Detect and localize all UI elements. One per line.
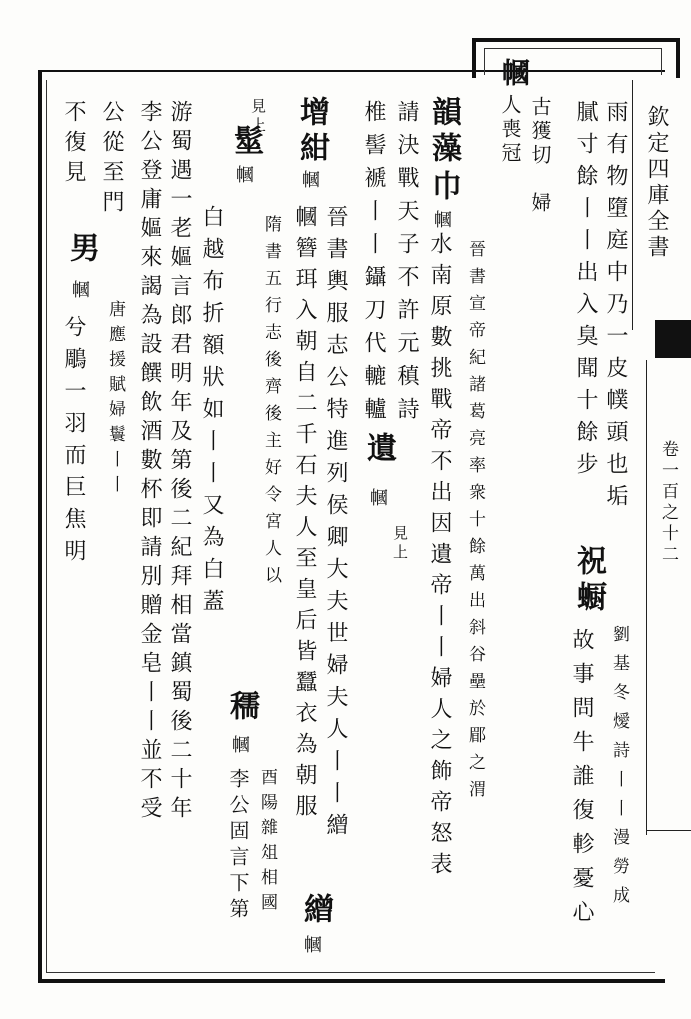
margin-tick [646, 830, 691, 831]
header-word: 幗 [498, 58, 531, 92]
entry-heading-zhuyi: 祝蟵 [571, 545, 606, 617]
entry-tag-guo-6: 幗 [229, 735, 250, 757]
section-heading-yunzao: 韻藻 [426, 96, 461, 168]
text-column-16: 不復見 [61, 100, 86, 190]
text-column-1: 雨有物墮庭中乃一皮幞頭也垢 [603, 100, 628, 516]
header-gloss-2: 婦 [528, 192, 552, 216]
entry-heading-nan: 男 [64, 232, 99, 268]
entry-heading-ru: 穤 [224, 690, 259, 726]
fish-tail-mark [655, 320, 691, 358]
entry-note-1: 劉基冬燰詩丨丨漫勞成 [609, 625, 629, 915]
text-column-6: 水南原數挑戰帝不出因遺帝丨丨婦人之飾帝怒表 [427, 232, 452, 883]
text-column-15: 公從至門 [99, 100, 124, 220]
volume-label: 卷一百之十二 [658, 440, 678, 566]
header-definition: 人喪冠 [498, 94, 522, 166]
text-column-8: 椎髻褫丨丨鑷刀代轆轤 [361, 100, 386, 430]
entry-tag-guo-2: 幗 [367, 488, 388, 510]
entry-heading-zenggan: 增紺 [294, 96, 329, 168]
entry-tag-guo-1: 幗 [431, 210, 452, 232]
text-column-11: 隋書五行志後齊後主好令宮人以 [261, 215, 281, 593]
text-column-7: 請決戰天子不許元稹詩 [394, 100, 419, 430]
text-column-10: 幗簪珥入朝自二千石夫人至皇后皆蠶衣為朝服 [292, 205, 317, 825]
entry-tag-guo-3: 幗 [299, 170, 320, 192]
text-column-13: 游蜀遇一老嫗言郎君明年及第後二紀拜相當鎮蜀後二十年 [167, 100, 192, 825]
text-column-14: 李公登庸嫗來謁為設饌飲酒數杯即請別贈金皂丨丨並不受 [137, 100, 162, 825]
see-above-1: 見上 [391, 525, 409, 563]
text-column-2: 膩寸餘丨丨出入臭聞十餘步 [573, 100, 598, 484]
entry-tag-guo-7: 幗 [69, 280, 90, 302]
margin-line [646, 360, 647, 835]
header-gloss: 古獲切 [528, 96, 552, 168]
entry-note-xiangguo: 酉陽雜俎相國 [257, 768, 277, 918]
entry-heading-zhua: 髽 [228, 125, 263, 161]
entry-note-tang: 唐應援賦婦鬟丨丨 [105, 300, 125, 500]
entry-tag-guo-5: 幗 [233, 165, 254, 187]
see-above-2: 見上 [249, 98, 267, 136]
entry-heading-yi: 遺 [361, 432, 396, 468]
entry-tag-guo-4: 幗 [301, 935, 322, 957]
text-column-12b: 李公固言下第 [226, 768, 250, 924]
text-column-5: 晉書宣帝紀諸葛亮率衆十餘萬出斜谷壘於郿之渭 [465, 240, 485, 807]
section-heading-jin: 巾 [426, 170, 461, 206]
text-column-9: 晉書輿服志公特進列侯卿大夫世婦夫人丨丨繒 [323, 205, 348, 845]
text-column-17: 兮鵰一羽而巨焦明 [61, 315, 86, 571]
text-column-12: 白越布折額狀如丨丨又為白蓋 [199, 205, 224, 621]
book-title: 欽定四庫全書 [644, 105, 669, 261]
text-column-4: 故事問牛誰復軫憂心 [569, 628, 594, 934]
entry-heading-zeng: 繒 [298, 893, 333, 929]
